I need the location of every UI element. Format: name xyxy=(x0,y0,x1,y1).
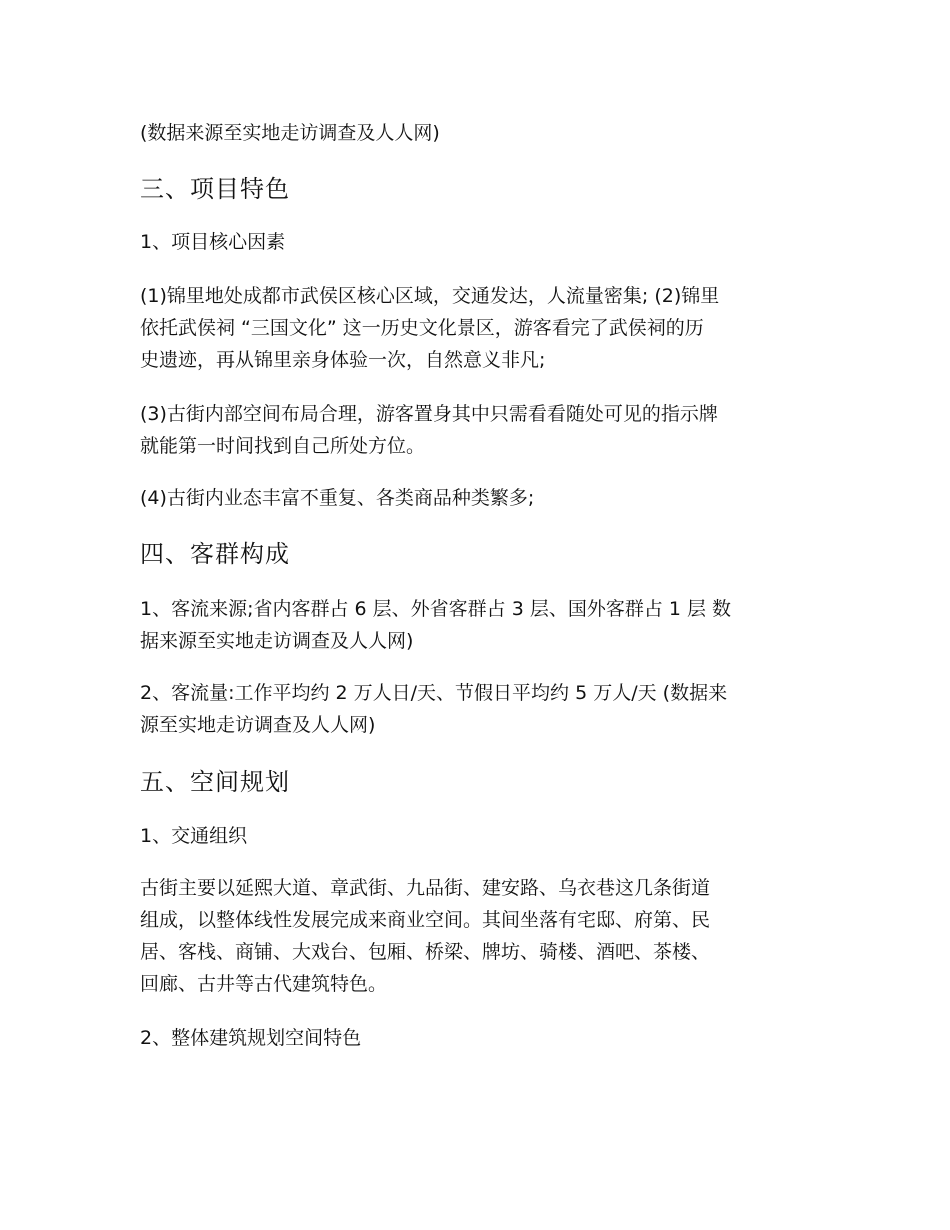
text-line: 1、客流来源;省内客群占 6 层、外省客群占 3 层、国外客群占 1 层 数 xyxy=(140,598,732,620)
text-line: 回廊、古井等古代建筑特色。 xyxy=(140,973,388,995)
text-line: 据来源至实地走访调查及人人网) xyxy=(140,630,414,652)
subheading-traffic: 1、交通组织 xyxy=(140,825,248,847)
paragraph-core-factors-3 xyxy=(140,398,820,462)
text-line: 依托武侯祠 “三国文化” 这一历史文化景区，游客看完了武侯祠的历 xyxy=(140,317,704,339)
subheading-architecture: 2、整体建筑规划空间特色 xyxy=(140,1027,362,1049)
section-heading-features: 三、项目特色 xyxy=(140,175,290,203)
text-line: 史遗迹，再从锦里亲身体验一次，自然意义非凡; xyxy=(140,349,546,371)
section-heading-spatial-planning: 五、空间规划 xyxy=(140,768,290,796)
source-note: (数据来源至实地走访调查及人人网) xyxy=(140,122,440,144)
paragraph-traffic xyxy=(140,872,820,1000)
text-line: 居、客栈、商铺、大戏台、包厢、桥梁、牌坊、骑楼、酒吧、茶楼、 xyxy=(140,941,711,963)
paragraph-core-factors-4: (4)古街内业态丰富不重复、各类商品种类繁多; xyxy=(140,487,535,509)
text-line: (3)古街内部空间布局合理，游客置身其中只需看看随处可见的指示牌 xyxy=(140,403,718,425)
subheading-core-factors: 1、项目核心因素 xyxy=(140,231,286,253)
text-line: 就能第一时间找到自己所处方位。 xyxy=(140,435,426,457)
paragraph-visitor-volume xyxy=(140,677,820,741)
text-line: 源至实地走访调查及人人网) xyxy=(140,714,376,736)
section-heading-customers: 四、客群构成 xyxy=(140,540,290,568)
text-line: 2、客流量:工作平均约 2 万人日/天、节假日平均约 5 万人/天 (数据来 xyxy=(140,682,728,704)
text-line: 古街主要以延熙大道、章武街、九品街、建安路、乌衣巷这几条街道 xyxy=(140,877,711,899)
text-line: (1)锦里地处成都市武侯区核心区域，交通发达，人流量密集; (2)锦里 xyxy=(140,285,720,307)
paragraph-core-factors-1-2 xyxy=(140,280,820,376)
paragraph-visitor-sources xyxy=(140,593,820,657)
text-line: 组成，以整体线性发展完成来商业空间。其间坐落有宅邸、府第、民 xyxy=(140,909,711,931)
